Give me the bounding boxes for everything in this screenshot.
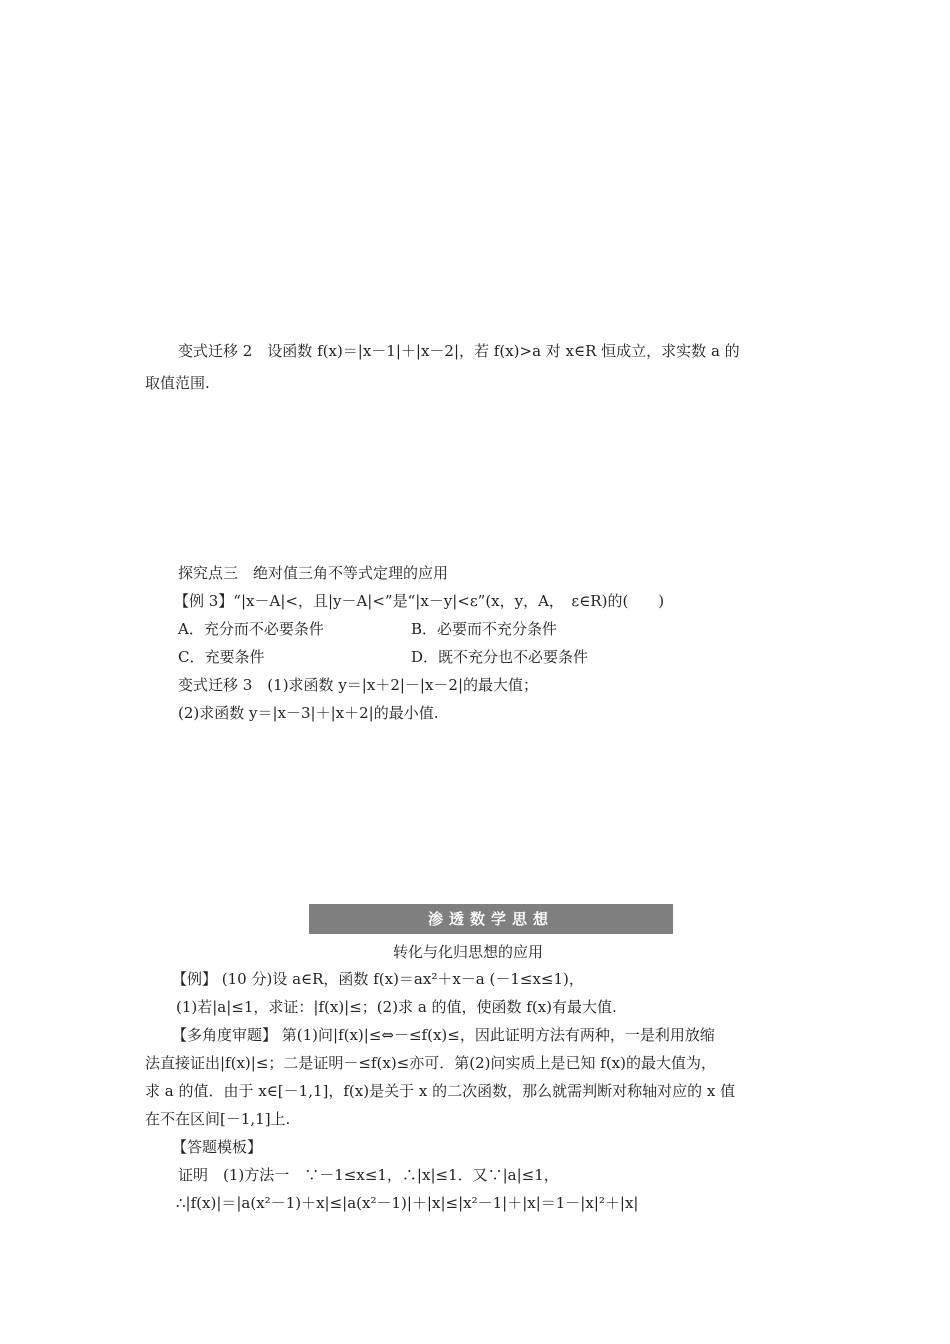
section-subtitle: 转化与化归思想的应用 (393, 943, 544, 961)
analysis-line2: 法直接证出|f(x)|≤；二是证明－≤f(x)≤亦可．第(2)问实质上是已知 f(x)的最大值为， (145, 1054, 716, 1072)
analysis-line3: 求 a 的值．由于 x∈[－1,1]，f(x)是关于 x 的二次函数，那么就需判断对称轴对应的 x 值 (145, 1082, 736, 1100)
template-heading: 【答题模板】 (172, 1138, 263, 1156)
option-c: C．充要条件 (178, 648, 265, 666)
option-b: B．必要而不充分条件 (411, 620, 558, 638)
variant2-line1: 变式迁移 2 设函数 f(x)＝|x－1|＋|x－2|，若 f(x)>a 对 x∈R 恒成立，求实数 a 的 (178, 342, 740, 360)
example-line1: 【例】 (10 分)设 a∈R，函数 f(x)＝ax²＋x－a (－1≤x≤1)， (172, 970, 584, 988)
section-banner: 渗透数学思想 (309, 904, 673, 934)
analysis-line4: 在不在区间[－1,1]上. (145, 1110, 291, 1128)
example3-question: 【例 3】“|x－A|<，且|y－A|<”是“|x－y|<ε”(x，y，A， ε∈R)的( ) (174, 592, 665, 610)
example-line2: (1)若|a|≤1，求证：|f(x)|≤；(2)求 a 的值，使函数 f(x)有最大值. (176, 998, 617, 1016)
variant2-line2: 取值范围. (145, 374, 210, 392)
proof-line1: 证明 (1)方法一 ∵－1≤x≤1，∴|x|≤1．又∵|a|≤1， (178, 1166, 559, 1184)
variant3-line1: 变式迁移 3 (1)求函数 y＝|x＋2|－|x－2|的最大值； (178, 676, 539, 694)
section-heading-point3: 探究点三 绝对值三角不等式定理的应用 (178, 564, 449, 582)
variant3-line2: (2)求函数 y＝|x－3|＋|x＋2|的最小值. (178, 704, 439, 722)
analysis-line1: 【多角度审题】 第(1)问|f(x)|≤⇔－≤f(x)≤，因此证明方法有两种，一是利用放缩 (172, 1026, 715, 1044)
option-a: A．充分而不必要条件 (178, 620, 324, 638)
proof-line2: ∴|f(x)|＝|a(x²－1)＋x|≤|a(x²－1)|＋|x|≤|x²－1|＋|x|＝1－|x|²＋|x| (176, 1194, 639, 1212)
option-d: D．既不充分也不必要条件 (411, 648, 589, 666)
